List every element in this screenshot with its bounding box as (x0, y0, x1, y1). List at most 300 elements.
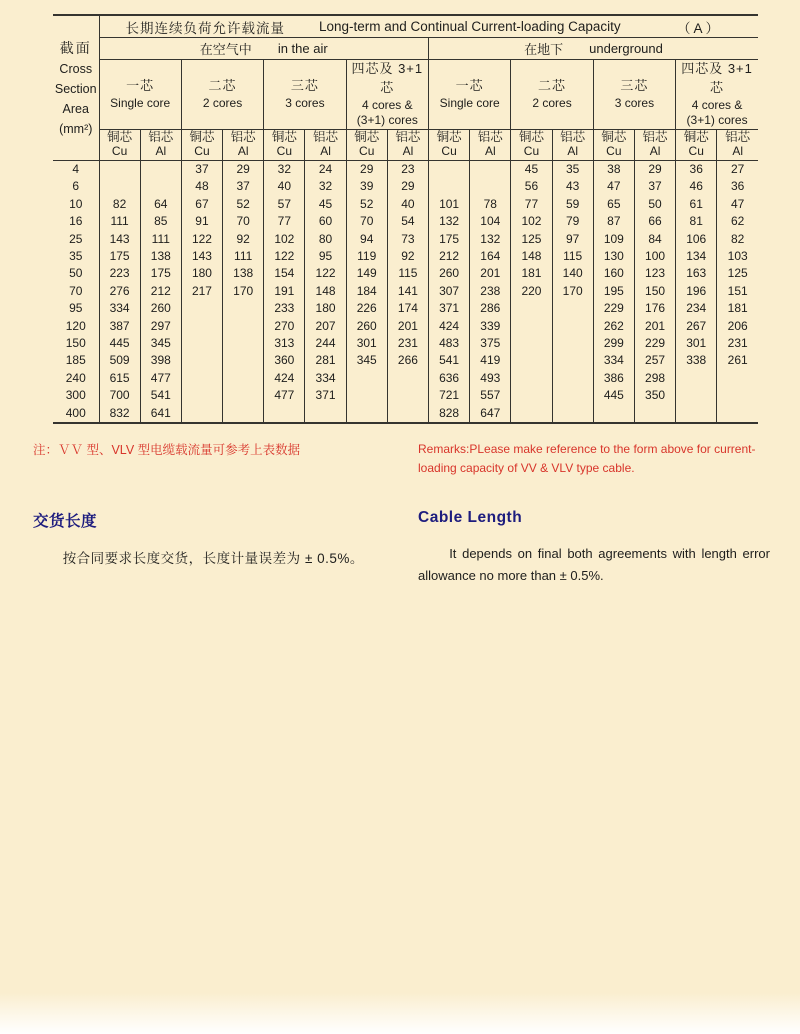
capacity-value (305, 405, 346, 423)
capacity-value (346, 370, 387, 387)
capacity-value: 36 (676, 160, 717, 178)
capacity-value (470, 178, 511, 195)
capacity-value (181, 300, 222, 317)
material-header-al: 铝芯 Al (717, 129, 758, 160)
table-row (53, 300, 758, 317)
capacity-value: 29 (387, 178, 428, 195)
capacity-value: 65 (593, 196, 634, 213)
capacity-value (552, 300, 593, 317)
capacity-value: 78 (470, 196, 511, 213)
capacity-value (181, 318, 222, 335)
capacity-value: 398 (140, 352, 181, 369)
capacity-value (429, 160, 470, 178)
capacity-value: 371 (429, 300, 470, 317)
capacity-value (99, 178, 140, 195)
env-underground-en: underground (589, 41, 663, 56)
capacity-value: 23 (387, 160, 428, 178)
capacity-value: 175 (140, 265, 181, 282)
capacity-value (676, 387, 717, 404)
capacity-value (593, 405, 634, 423)
capacity-value: 70 (223, 213, 264, 230)
capacity-value: 260 (140, 300, 181, 317)
capacity-value: 39 (346, 178, 387, 195)
capacity-value: 130 (593, 248, 634, 265)
material-header-al: 铝芯 Al (552, 129, 593, 160)
material-header-al: 铝芯 Al (223, 129, 264, 160)
capacity-value: 174 (387, 300, 428, 317)
capacity-value: 201 (470, 265, 511, 282)
row-size: 70 (53, 283, 99, 300)
capacity-value: 350 (634, 387, 675, 404)
capacity-value: 132 (470, 231, 511, 248)
section-body-cn: 按合同要求长度交货，长度计量误差为 ± 0.5%。 (62, 551, 364, 567)
material-header-al: 铝芯 Al (387, 129, 428, 160)
capacity-value: 59 (552, 196, 593, 213)
capacity-value: 106 (676, 231, 717, 248)
capacity-value: 40 (264, 178, 305, 195)
section-heading-cn: 交货长度 (33, 513, 98, 531)
table-row (53, 283, 758, 300)
capacity-value: 47 (717, 196, 758, 213)
capacity-value (717, 405, 758, 423)
capacity-value: 345 (140, 335, 181, 352)
capacity-value: 54 (387, 213, 428, 230)
capacity-value: 181 (511, 265, 552, 282)
capacity-value: 206 (717, 318, 758, 335)
env-underground-cn: 在地下 (524, 42, 564, 57)
capacity-value: 345 (346, 352, 387, 369)
capacity-value: 180 (181, 265, 222, 282)
capacity-value: 233 (264, 300, 305, 317)
capacity-value (552, 405, 593, 423)
capacity-value: 101 (429, 196, 470, 213)
table-row (53, 370, 758, 387)
capacity-value (223, 335, 264, 352)
capacity-value (223, 318, 264, 335)
row-size: 95 (53, 300, 99, 317)
env-air-en: in the air (277, 41, 328, 56)
row-size: 50 (53, 265, 99, 282)
capacity-value (511, 335, 552, 352)
capacity-value: 47 (593, 178, 634, 195)
capacity-table-body (53, 160, 758, 423)
capacity-value: 97 (552, 231, 593, 248)
capacity-value: 66 (634, 213, 675, 230)
core-header-air-1: 二芯 2 cores (181, 60, 263, 130)
capacity-value: 832 (99, 405, 140, 423)
capacity-value: 40 (387, 196, 428, 213)
capacity-value (511, 370, 552, 387)
material-header-al: 铝芯 Al (470, 129, 511, 160)
capacity-value: 29 (634, 160, 675, 178)
material-header-cu: 铜芯 Cu (429, 129, 470, 160)
capacity-value: 445 (99, 335, 140, 352)
capacity-value: 103 (717, 248, 758, 265)
capacity-value (634, 405, 675, 423)
capacity-value (140, 178, 181, 195)
capacity-value: 81 (676, 213, 717, 230)
table-row (53, 265, 758, 282)
capacity-value: 375 (470, 335, 511, 352)
capacity-value: 270 (264, 318, 305, 335)
capacity-value (511, 352, 552, 369)
table-row (53, 352, 758, 369)
capacity-value: 234 (676, 300, 717, 317)
table-row (53, 335, 758, 352)
capacity-value: 257 (634, 352, 675, 369)
capacity-value: 196 (676, 283, 717, 300)
capacity-value: 82 (717, 231, 758, 248)
capacity-value: 615 (99, 370, 140, 387)
capacity-value: 37 (634, 178, 675, 195)
capacity-value: 149 (346, 265, 387, 282)
capacity-value: 134 (676, 248, 717, 265)
capacity-value: 52 (346, 196, 387, 213)
capacity-value: 122 (305, 265, 346, 282)
capacity-value: 56 (511, 178, 552, 195)
core-header-underground-1: 二芯 2 cores (511, 60, 593, 130)
capacity-value: 541 (140, 387, 181, 404)
section-heading-en: Cable Length (418, 509, 523, 527)
capacity-value: 70 (346, 213, 387, 230)
capacity-value (552, 352, 593, 369)
capacity-value: 125 (717, 265, 758, 282)
capacity-value: 67 (181, 196, 222, 213)
capacity-value (511, 387, 552, 404)
capacity-value: 60 (305, 213, 346, 230)
row-size: 150 (53, 335, 99, 352)
capacity-value: 115 (552, 248, 593, 265)
capacity-value: 386 (593, 370, 634, 387)
capacity-value: 231 (717, 335, 758, 352)
capacity-value: 91 (181, 213, 222, 230)
material-header-row (53, 129, 758, 160)
capacity-value: 111 (140, 231, 181, 248)
material-header-cu: 铜芯 Cu (346, 129, 387, 160)
capacity-value: 143 (181, 248, 222, 265)
capacity-value (470, 160, 511, 178)
capacity-value: 217 (181, 283, 222, 300)
capacity-value (181, 387, 222, 404)
capacity-value: 180 (305, 300, 346, 317)
capacity-value (264, 405, 305, 423)
capacity-value: 164 (470, 248, 511, 265)
catalog-page (0, 14, 800, 1034)
row-size: 400 (53, 405, 99, 423)
capacity-value: 261 (717, 352, 758, 369)
capacity-value: 371 (305, 387, 346, 404)
capacity-value: 721 (429, 387, 470, 404)
capacity-value: 201 (634, 318, 675, 335)
capacity-value (346, 387, 387, 404)
capacity-value: 647 (470, 405, 511, 423)
notes-row (33, 440, 800, 477)
capacity-value: 29 (223, 160, 264, 178)
capacity-value: 191 (264, 283, 305, 300)
core-header-underground-2: 三芯 3 cores (593, 60, 675, 130)
capacity-value: 82 (99, 196, 140, 213)
table-row (53, 387, 758, 404)
capacity-value: 62 (717, 213, 758, 230)
row-size: 16 (53, 213, 99, 230)
section-body-en: It depends on final both agreements with length error allowance no more than ± 0.5%. (418, 546, 770, 583)
capacity-value: 95 (305, 248, 346, 265)
capacity-value: 92 (387, 248, 428, 265)
capacity-value (387, 405, 428, 423)
capacity-value: 244 (305, 335, 346, 352)
capacity-value (223, 300, 264, 317)
row-size: 6 (53, 178, 99, 195)
capacity-value: 125 (511, 231, 552, 248)
capacity-value: 212 (140, 283, 181, 300)
capacity-value (346, 405, 387, 423)
capacity-value: 175 (99, 248, 140, 265)
capacity-value: 181 (717, 300, 758, 317)
capacity-value: 24 (305, 160, 346, 178)
capacity-value: 207 (305, 318, 346, 335)
capacity-value: 541 (429, 352, 470, 369)
capacity-value (181, 405, 222, 423)
table-title-row (53, 15, 758, 38)
capacity-value: 122 (264, 248, 305, 265)
capacity-value: 119 (346, 248, 387, 265)
capacity-value: 226 (346, 300, 387, 317)
capacity-value: 483 (429, 335, 470, 352)
table-unit-label: （A） (676, 20, 722, 36)
capacity-value (223, 387, 264, 404)
capacity-value: 94 (346, 231, 387, 248)
row-size: 10 (53, 196, 99, 213)
capacity-value (717, 370, 758, 387)
capacity-value: 64 (140, 196, 181, 213)
capacity-value: 77 (511, 196, 552, 213)
capacity-value (552, 370, 593, 387)
cross-section-label-en: Cross (59, 62, 93, 77)
material-header-cu: 铜芯 Cu (511, 129, 552, 160)
capacity-value: 220 (511, 283, 552, 300)
capacity-value: 641 (140, 405, 181, 423)
capacity-value: 267 (676, 318, 717, 335)
capacity-value: 160 (593, 265, 634, 282)
capacity-value: 138 (140, 248, 181, 265)
capacity-value (223, 405, 264, 423)
capacity-value: 636 (429, 370, 470, 387)
row-size: 300 (53, 387, 99, 404)
capacity-value: 195 (593, 283, 634, 300)
capacity-value (223, 370, 264, 387)
material-header-al: 铝芯 Al (305, 129, 346, 160)
capacity-value: 84 (634, 231, 675, 248)
capacity-value: 301 (346, 335, 387, 352)
material-header-al: 铝芯 Al (140, 129, 181, 160)
table-title (99, 15, 758, 38)
env-underground-header (429, 38, 759, 60)
row-size: 35 (53, 248, 99, 265)
capacity-value (181, 352, 222, 369)
capacity-value (223, 352, 264, 369)
capacity-value: 334 (99, 300, 140, 317)
capacity-value: 229 (593, 300, 634, 317)
capacity-value (387, 370, 428, 387)
capacity-value: 231 (387, 335, 428, 352)
capacity-value (140, 160, 181, 178)
capacity-value: 360 (264, 352, 305, 369)
capacity-value: 266 (387, 352, 428, 369)
table-title-cn: 长期连续负荷允许载流量 (125, 20, 285, 36)
table-row (53, 248, 758, 265)
capacity-value: 52 (223, 196, 264, 213)
capacity-value: 45 (305, 196, 346, 213)
core-header-air-2: 三芯 3 cores (264, 60, 346, 130)
capacity-value: 148 (511, 248, 552, 265)
capacity-value: 79 (552, 213, 593, 230)
environment-header-row (53, 38, 758, 60)
row-size: 185 (53, 352, 99, 369)
capacity-value: 141 (387, 283, 428, 300)
capacity-value: 313 (264, 335, 305, 352)
capacity-value: 201 (387, 318, 428, 335)
core-header-row (53, 60, 758, 130)
capacity-value: 115 (387, 265, 428, 282)
capacity-value: 493 (470, 370, 511, 387)
material-header-cu: 铜芯 Cu (676, 129, 717, 160)
capacity-value: 102 (511, 213, 552, 230)
row-size: 240 (53, 370, 99, 387)
core-header-underground-3: 四芯及 3+1 芯 4 cores & (3+1) cores (676, 60, 758, 130)
capacity-value: 281 (305, 352, 346, 369)
core-header-underground-0: 一芯 Single core (429, 60, 511, 130)
capacity-value: 387 (99, 318, 140, 335)
capacity-value: 102 (264, 231, 305, 248)
capacity-value (552, 318, 593, 335)
env-air-header (99, 38, 429, 60)
table-row (53, 160, 758, 178)
capacity-value: 176 (634, 300, 675, 317)
capacity-value: 297 (140, 318, 181, 335)
capacity-value: 307 (429, 283, 470, 300)
capacity-value: 260 (346, 318, 387, 335)
capacity-value: 301 (676, 335, 717, 352)
material-header-cu: 铜芯 Cu (181, 129, 222, 160)
capacity-value (511, 318, 552, 335)
row-size: 4 (53, 160, 99, 178)
capacity-value: 477 (140, 370, 181, 387)
table-row (53, 213, 758, 230)
table-row (53, 405, 758, 423)
capacity-value (676, 370, 717, 387)
table-title-en: Long-term and Continual Current-loading Capacity (319, 19, 621, 34)
capacity-value: 229 (634, 335, 675, 352)
capacity-value: 154 (264, 265, 305, 282)
capacity-value: 57 (264, 196, 305, 213)
capacity-value: 828 (429, 405, 470, 423)
table-row (53, 178, 758, 195)
capacity-value: 36 (717, 178, 758, 195)
capacity-value: 27 (717, 160, 758, 178)
capacity-value (676, 405, 717, 423)
capacity-value: 424 (429, 318, 470, 335)
capacity-value: 29 (346, 160, 387, 178)
capacity-value: 286 (470, 300, 511, 317)
capacity-value: 262 (593, 318, 634, 335)
capacity-value: 73 (387, 231, 428, 248)
capacity-value: 170 (552, 283, 593, 300)
row-size: 120 (53, 318, 99, 335)
material-header-al: 铝芯 Al (634, 129, 675, 160)
capacity-value (717, 387, 758, 404)
capacity-value (181, 370, 222, 387)
capacity-value: 700 (99, 387, 140, 404)
capacity-value: 223 (99, 265, 140, 282)
capacity-value (552, 387, 593, 404)
cross-section-label-cn: 截面 (59, 39, 92, 56)
table-row (53, 318, 758, 335)
capacity-value: 32 (305, 178, 346, 195)
capacity-value: 100 (634, 248, 675, 265)
capacity-value: 85 (140, 213, 181, 230)
capacity-value: 109 (593, 231, 634, 248)
capacity-value: 37 (181, 160, 222, 178)
capacity-value: 92 (223, 231, 264, 248)
note-english: Remarks:PLease make reference to the form above for current-loading capacity of VV & VLV type cable. (418, 441, 756, 475)
capacity-value (181, 335, 222, 352)
capacity-value: 43 (552, 178, 593, 195)
capacity-value: 132 (429, 213, 470, 230)
capacity-value: 298 (634, 370, 675, 387)
capacity-value: 212 (429, 248, 470, 265)
capacity-value: 50 (634, 196, 675, 213)
capacity-value: 46 (676, 178, 717, 195)
capacity-value: 151 (717, 283, 758, 300)
capacity-value: 138 (223, 265, 264, 282)
section-cable-length-cn (33, 509, 418, 586)
capacity-value: 111 (223, 248, 264, 265)
core-header-air-0: 一芯 Single core (99, 60, 181, 130)
capacity-value (511, 405, 552, 423)
capacity-value: 80 (305, 231, 346, 248)
capacity-value: 111 (99, 213, 140, 230)
env-air-cn: 在空气中 (199, 42, 252, 57)
capacity-value: 424 (264, 370, 305, 387)
capacity-value: 419 (470, 352, 511, 369)
capacity-value: 123 (634, 265, 675, 282)
capacity-value: 509 (99, 352, 140, 369)
capacity-value: 334 (305, 370, 346, 387)
capacity-value: 260 (429, 265, 470, 282)
material-header-cu: 铜芯 Cu (99, 129, 140, 160)
capacity-value (387, 387, 428, 404)
capacity-value: 150 (634, 283, 675, 300)
capacity-value: 122 (181, 231, 222, 248)
capacity-value: 184 (346, 283, 387, 300)
row-size: 25 (53, 231, 99, 248)
table-row (53, 196, 758, 213)
capacity-value: 477 (264, 387, 305, 404)
capacity-value: 104 (470, 213, 511, 230)
capacity-value: 35 (552, 160, 593, 178)
table-row (53, 231, 758, 248)
capacity-value: 170 (223, 283, 264, 300)
capacity-value: 338 (676, 352, 717, 369)
core-header-air-3: 四芯及 3+1 芯 4 cores & (3+1) cores (346, 60, 428, 130)
capacity-value: 48 (181, 178, 222, 195)
capacity-value: 276 (99, 283, 140, 300)
capacity-value: 143 (99, 231, 140, 248)
capacity-value: 334 (593, 352, 634, 369)
section-cable-length-en (418, 509, 770, 586)
cross-section-header (53, 15, 99, 160)
capacity-value: 140 (552, 265, 593, 282)
